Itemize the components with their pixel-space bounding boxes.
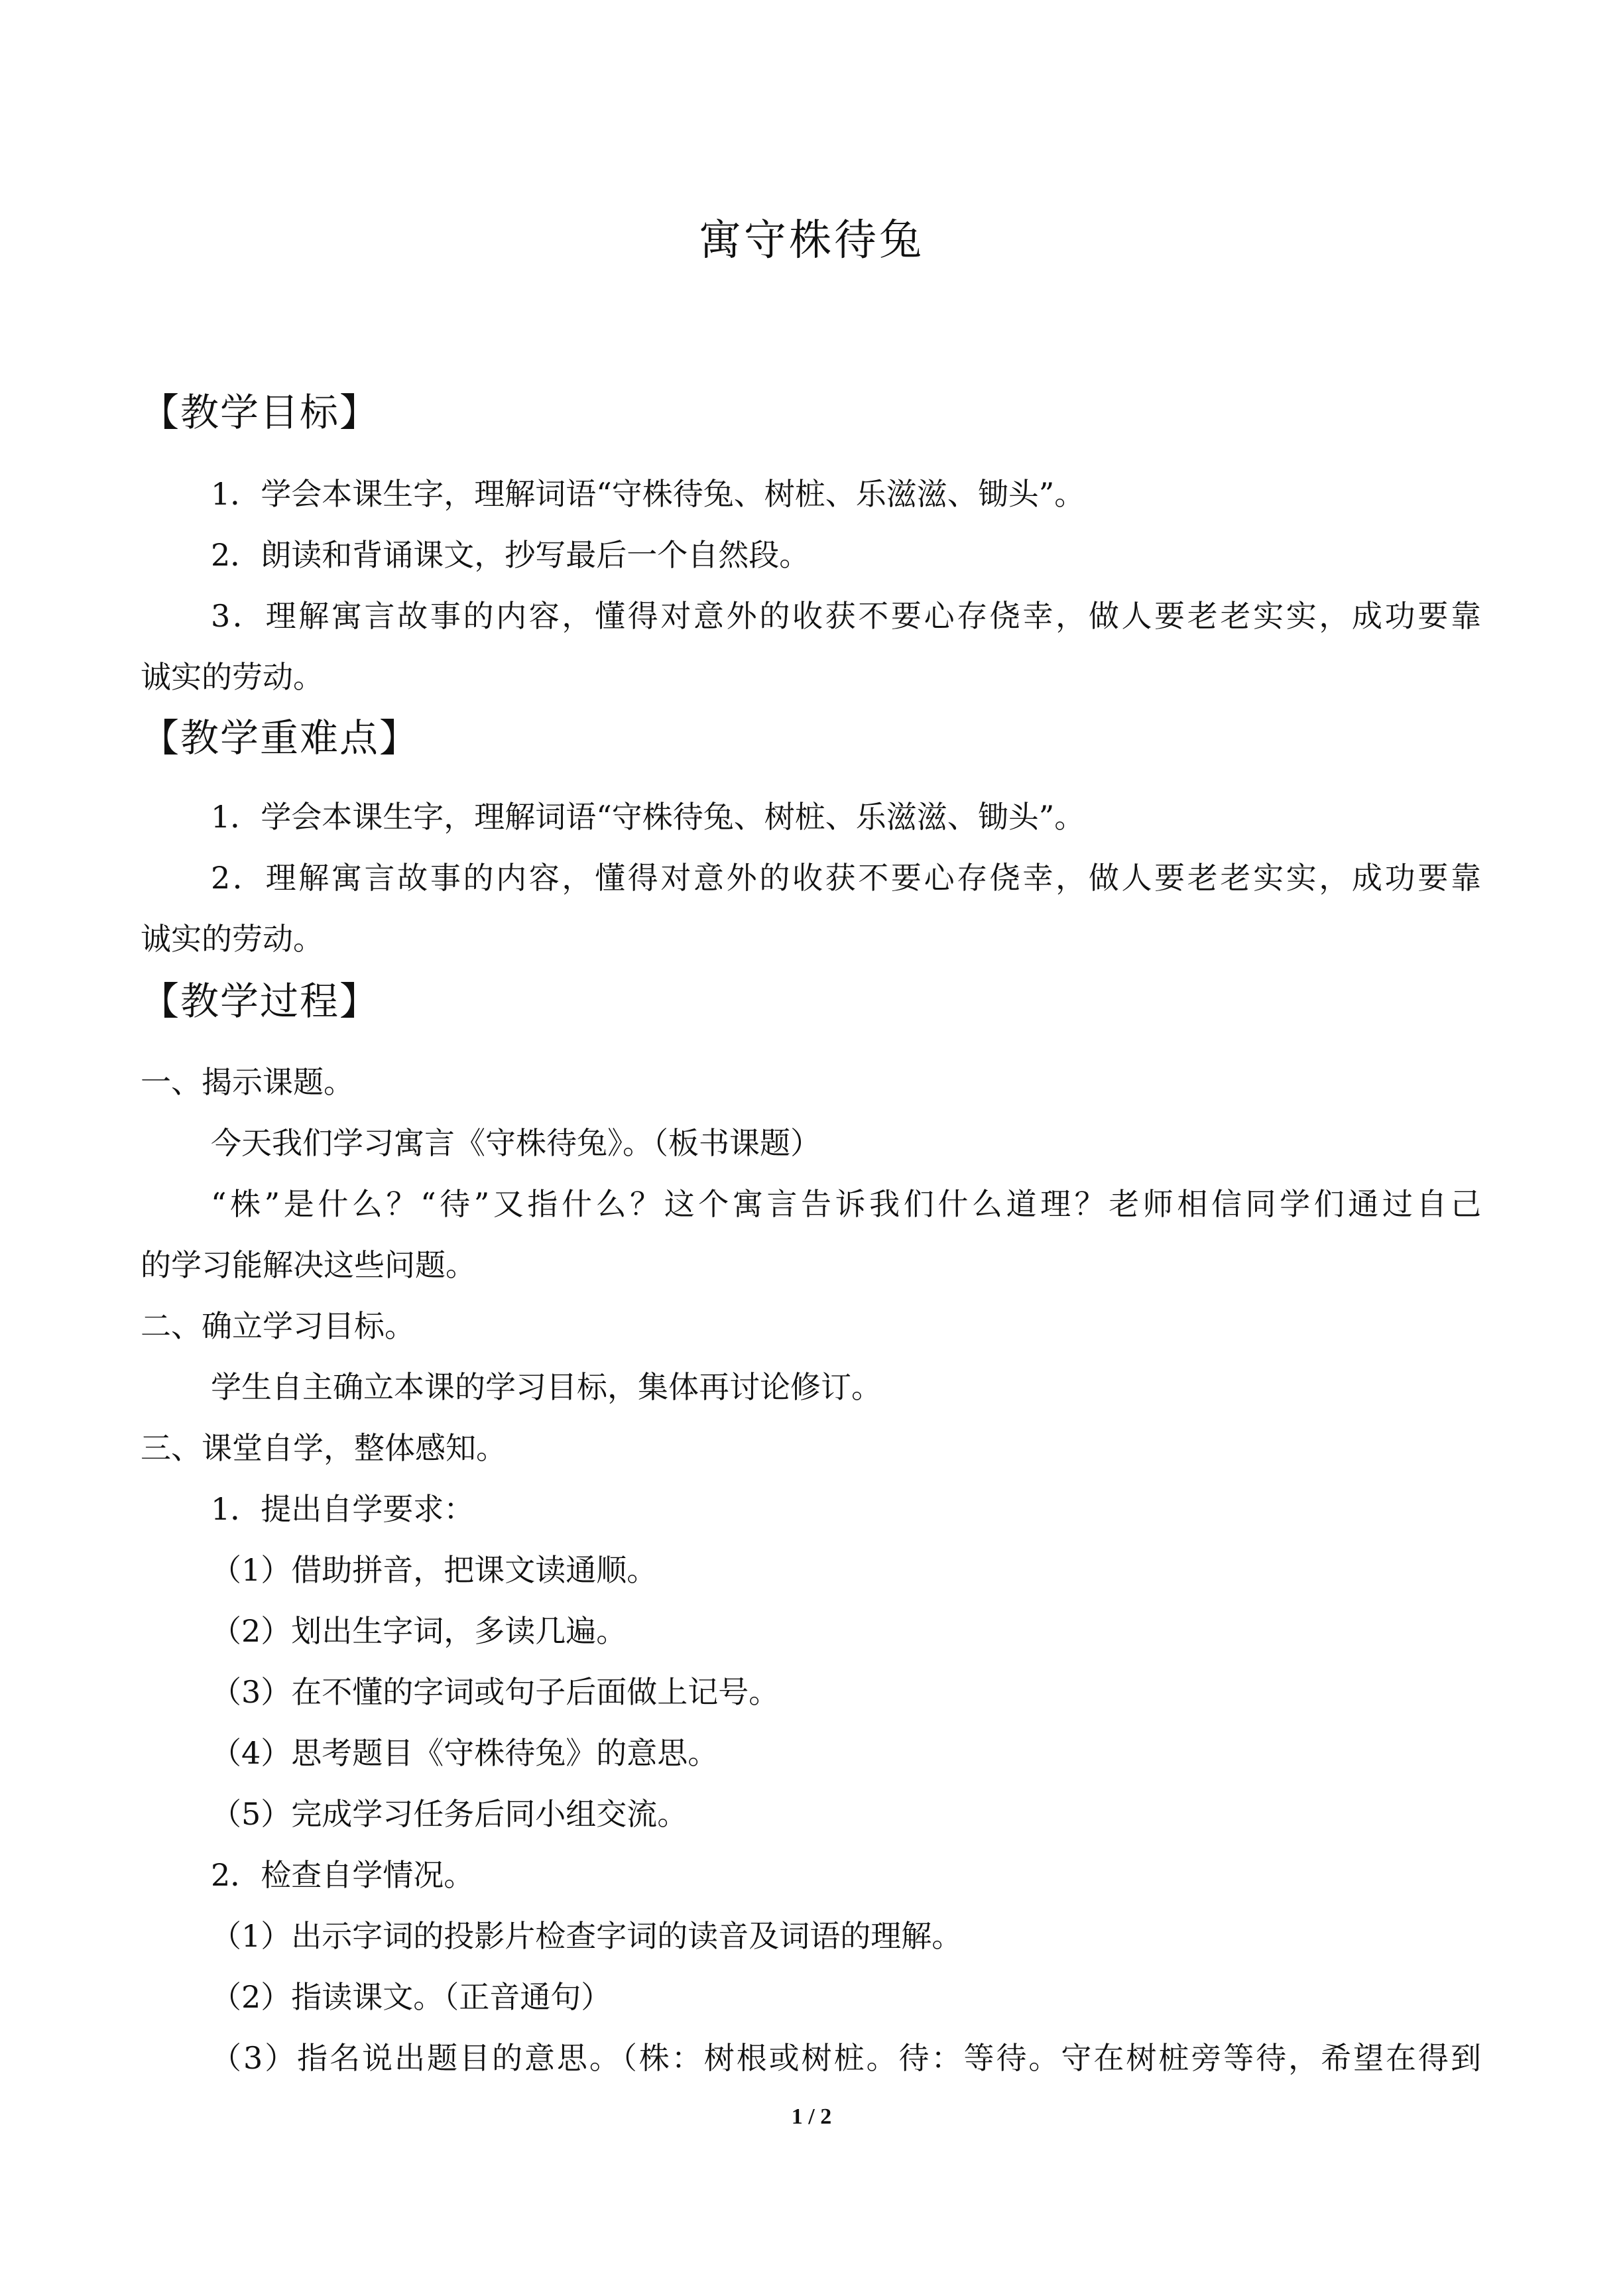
list-item: （2）划出生字词，多读几遍。	[211, 1613, 627, 1649]
paragraph-line: 学生自主确立本课的学习目标，集体再讨论修订。	[211, 1369, 882, 1405]
list-item: （3）在不懂的字词或句子后面做上记号。	[211, 1674, 780, 1710]
list-item: （5）完成学习任务后同小组交流。	[211, 1796, 688, 1832]
paragraph-line: 的学习能解决这些问题。	[141, 1247, 476, 1283]
page-title: 寓守株待兔	[699, 216, 924, 265]
step-heading: 一、揭示课题。	[141, 1064, 354, 1100]
step-heading: 三、课堂自学，整体感知。	[141, 1430, 507, 1466]
section-heading-key-points: 【教学重难点】	[141, 715, 420, 760]
section-heading-process: 【教学过程】	[141, 979, 380, 1024]
list-item: （3）指名说出题目的意思。（株：树根或树桩。待：等待。守在树桩旁等待，希望在得到	[211, 2040, 1481, 2076]
list-item: （2）指读课文。（正音通句）	[211, 1979, 612, 2015]
paragraph-line: 诚实的劳动。	[141, 921, 324, 957]
paragraph-line: 2．理解寓言故事的内容，懂得对意外的收获不要心存侥幸，做人要老老实实，成功要靠	[211, 860, 1481, 896]
page-number: 1 / 2	[791, 2104, 832, 2129]
list-item: （1）出示字词的投影片检查字词的读音及词语的理解。	[211, 1918, 963, 1954]
paragraph-line: 1．学会本课生字，理解词语“守株待兔、树桩、乐滋滋、锄头”。	[211, 799, 1085, 835]
paragraph-line: 今天我们学习寓言《守株待兔》。（板书课题）	[211, 1125, 821, 1161]
paragraph-line: 3．理解寓言故事的内容，懂得对意外的收获不要心存侥幸，做人要老老实实，成功要靠	[211, 598, 1481, 634]
paragraph-line: 诚实的劳动。	[141, 659, 324, 695]
list-item: （1）借助拼音，把课文读通顺。	[211, 1552, 658, 1588]
list-item: 1．提出自学要求：	[211, 1491, 475, 1527]
list-item: （4）思考题目《守株待兔》的意思。	[211, 1735, 719, 1771]
list-item: 2．检查自学情况。	[211, 1857, 475, 1893]
paragraph-line: 2．朗读和背诵课文，抄写最后一个自然段。	[211, 537, 810, 573]
step-heading: 二、确立学习目标。	[141, 1308, 415, 1344]
paragraph-line: “株”是什么？“待”又指什么？这个寓言告诉我们什么道理？老师相信同学们通过自己	[211, 1186, 1481, 1222]
section-heading-objectives: 【教学目标】	[141, 390, 380, 435]
paragraph-line: 1．学会本课生字，理解词语“守株待兔、树桩、乐滋滋、锄头”。	[211, 476, 1085, 512]
